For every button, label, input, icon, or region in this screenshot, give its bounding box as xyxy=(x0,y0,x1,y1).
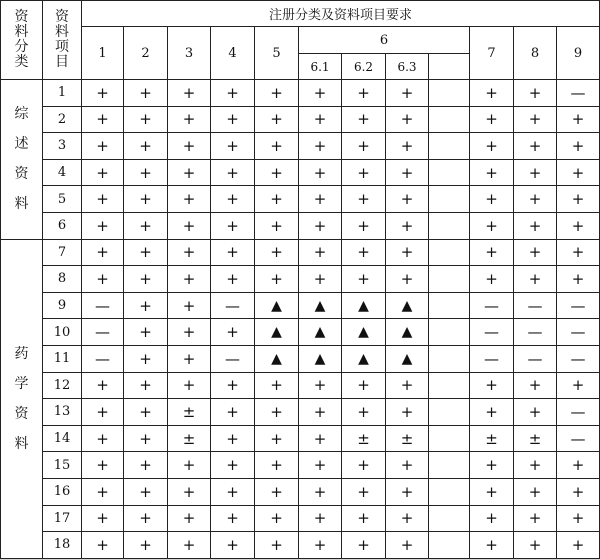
requirement-cell: + xyxy=(386,80,429,107)
category-header xyxy=(1,1,43,80)
table-row xyxy=(1,345,600,372)
group-pharma-label xyxy=(1,239,43,558)
requirement-cell: + xyxy=(211,106,255,133)
requirement-cell: + xyxy=(342,505,386,532)
requirement-cell xyxy=(429,319,470,346)
requirement-cell: + xyxy=(255,212,299,239)
row-number: 14 xyxy=(43,425,82,452)
requirement-cell: — xyxy=(211,292,255,319)
requirement-cell: + xyxy=(299,159,342,186)
requirement-cell: + xyxy=(124,266,168,293)
requirement-cell xyxy=(429,80,470,107)
group-label-text: 综 述 资 料 xyxy=(14,106,29,213)
requirement-cell: + xyxy=(470,186,514,213)
requirement-cell: — xyxy=(557,345,600,372)
requirement-cell: + xyxy=(124,319,168,346)
requirement-cell: + xyxy=(557,239,600,266)
requirement-cell xyxy=(429,372,470,399)
col-head-9: 9 xyxy=(557,27,600,80)
requirement-cell: + xyxy=(211,425,255,452)
requirement-cell: + xyxy=(124,80,168,107)
requirement-cell: ▲ xyxy=(255,319,299,346)
col-head-2: 2 xyxy=(124,27,168,80)
requirement-cell: + xyxy=(124,212,168,239)
requirement-cell: + xyxy=(211,133,255,160)
requirement-cell xyxy=(429,266,470,293)
requirement-cell: + xyxy=(470,80,514,107)
requirement-cell: + xyxy=(168,505,211,532)
requirement-cell xyxy=(429,186,470,213)
table-row xyxy=(1,159,600,186)
requirement-cell xyxy=(429,292,470,319)
requirement-cell: + xyxy=(299,106,342,133)
requirement-cell xyxy=(429,133,470,160)
requirement-cell: ▲ xyxy=(299,319,342,346)
table-row xyxy=(1,106,600,133)
requirement-cell: + xyxy=(342,372,386,399)
group-summary-label xyxy=(1,80,43,240)
requirement-cell: + xyxy=(386,186,429,213)
requirement-cell: — xyxy=(211,345,255,372)
row-number: 4 xyxy=(43,159,82,186)
requirement-cell: + xyxy=(124,159,168,186)
requirement-cell: + xyxy=(342,532,386,559)
requirement-cell: + xyxy=(211,478,255,505)
requirement-cell: + xyxy=(82,212,124,239)
row-number: 17 xyxy=(43,505,82,532)
requirement-cell: + xyxy=(470,106,514,133)
requirement-cell: + xyxy=(82,133,124,160)
requirement-cell xyxy=(429,399,470,426)
requirement-cell: ± xyxy=(386,425,429,452)
requirement-cell: ± xyxy=(168,399,211,426)
requirement-cell: + xyxy=(386,133,429,160)
requirement-cell xyxy=(429,425,470,452)
requirement-cell: + xyxy=(211,372,255,399)
requirement-cell xyxy=(429,505,470,532)
row-number: 9 xyxy=(43,292,82,319)
requirement-cell: + xyxy=(557,133,600,160)
table-row xyxy=(1,372,600,399)
requirement-cell: + xyxy=(514,532,557,559)
requirement-cell: + xyxy=(342,133,386,160)
requirement-cell: + xyxy=(168,319,211,346)
item-header-text: 资 料 项 目 xyxy=(55,9,69,70)
header-row-1 xyxy=(1,1,600,27)
requirement-cell: + xyxy=(386,505,429,532)
requirement-cell: + xyxy=(386,266,429,293)
requirement-cell: + xyxy=(211,319,255,346)
requirement-cell: + xyxy=(82,399,124,426)
requirement-cell: + xyxy=(82,478,124,505)
requirement-cell: + xyxy=(211,452,255,479)
row-number: 18 xyxy=(43,532,82,559)
requirement-cell xyxy=(429,345,470,372)
requirement-cell: + xyxy=(255,239,299,266)
table-row xyxy=(1,212,600,239)
requirement-cell: + xyxy=(470,532,514,559)
requirement-cell: + xyxy=(82,80,124,107)
requirement-cell: + xyxy=(82,159,124,186)
table-body xyxy=(1,1,600,559)
requirement-cell: + xyxy=(124,292,168,319)
requirement-cell: + xyxy=(168,345,211,372)
requirement-cell xyxy=(429,478,470,505)
requirement-cell: + xyxy=(299,212,342,239)
requirement-cell: + xyxy=(255,133,299,160)
requirement-cell: + xyxy=(470,399,514,426)
sub-col-6-2: 6.2 xyxy=(342,54,386,80)
row-number: 12 xyxy=(43,372,82,399)
requirement-cell: + xyxy=(168,452,211,479)
requirement-cell: + xyxy=(299,133,342,160)
table-row xyxy=(1,505,600,532)
table-row xyxy=(1,80,600,107)
requirement-cell: — xyxy=(514,319,557,346)
table-row xyxy=(1,239,600,266)
requirement-cell xyxy=(429,452,470,479)
row-number: 7 xyxy=(43,239,82,266)
row-number: 1 xyxy=(43,80,82,107)
requirement-cell: + xyxy=(386,399,429,426)
requirement-cell: + xyxy=(168,532,211,559)
requirement-cell: + xyxy=(299,372,342,399)
requirement-cell: + xyxy=(470,239,514,266)
requirement-cell: ▲ xyxy=(342,292,386,319)
requirement-cell: + xyxy=(211,159,255,186)
requirement-cell: + xyxy=(211,212,255,239)
requirement-cell: + xyxy=(168,372,211,399)
requirement-cell: + xyxy=(342,478,386,505)
requirement-cell: + xyxy=(124,133,168,160)
requirement-cell: — xyxy=(82,319,124,346)
requirement-cell: ▲ xyxy=(299,345,342,372)
requirement-cell: ▲ xyxy=(386,292,429,319)
requirement-cell: + xyxy=(168,106,211,133)
requirement-cell: + xyxy=(557,266,600,293)
requirement-cell: — xyxy=(557,80,600,107)
requirement-cell: ▲ xyxy=(255,292,299,319)
requirement-cell: + xyxy=(514,159,557,186)
requirement-cell: + xyxy=(514,239,557,266)
requirement-cell: + xyxy=(386,452,429,479)
requirement-cell: + xyxy=(299,239,342,266)
col-head-5: 5 xyxy=(255,27,299,80)
table-row xyxy=(1,532,600,559)
col-head-1: 1 xyxy=(82,27,124,80)
requirement-cell: + xyxy=(342,212,386,239)
requirement-cell: — xyxy=(557,319,600,346)
requirement-cell: ▲ xyxy=(386,345,429,372)
requirement-cell: + xyxy=(124,106,168,133)
requirement-cell: + xyxy=(124,399,168,426)
requirement-cell: + xyxy=(342,159,386,186)
requirement-cell: + xyxy=(168,159,211,186)
requirement-cell: + xyxy=(255,372,299,399)
requirement-cell: + xyxy=(514,266,557,293)
row-number: 5 xyxy=(43,186,82,213)
requirement-cell: + xyxy=(168,186,211,213)
requirement-cell: + xyxy=(299,532,342,559)
requirement-cell: ± xyxy=(342,425,386,452)
requirement-cell: — xyxy=(557,425,600,452)
requirement-cell: — xyxy=(82,345,124,372)
requirement-cell: + xyxy=(514,212,557,239)
requirement-cell: + xyxy=(557,478,600,505)
requirement-cell: + xyxy=(168,212,211,239)
table-row xyxy=(1,478,600,505)
requirement-cell: + xyxy=(255,159,299,186)
requirement-cell: + xyxy=(514,505,557,532)
requirement-cell: + xyxy=(82,532,124,559)
requirement-cell: + xyxy=(82,106,124,133)
requirement-cell: + xyxy=(124,345,168,372)
requirement-cell: ± xyxy=(514,425,557,452)
requirement-cell xyxy=(429,212,470,239)
row-number: 10 xyxy=(43,319,82,346)
requirement-cell: + xyxy=(124,425,168,452)
requirement-cell: + xyxy=(299,478,342,505)
row-number: 2 xyxy=(43,106,82,133)
requirement-cell: + xyxy=(82,452,124,479)
requirement-cell: + xyxy=(514,452,557,479)
requirement-cell: + xyxy=(124,186,168,213)
row-number: 3 xyxy=(43,133,82,160)
col-head-4: 4 xyxy=(211,27,255,80)
requirement-cell: + xyxy=(124,532,168,559)
requirement-cell: — xyxy=(514,292,557,319)
requirement-cell: + xyxy=(168,239,211,266)
requirement-cell: + xyxy=(470,478,514,505)
requirement-cell: + xyxy=(386,372,429,399)
requirement-cell: + xyxy=(168,266,211,293)
requirement-cell: + xyxy=(82,372,124,399)
requirement-cell: + xyxy=(82,239,124,266)
requirement-cell: + xyxy=(82,266,124,293)
table-row xyxy=(1,266,600,293)
sub-col-6-3: 6.3 xyxy=(386,54,429,80)
requirement-cell: + xyxy=(299,505,342,532)
requirement-cell: + xyxy=(514,133,557,160)
sub-col-6-1: 6.1 xyxy=(299,54,342,80)
requirement-cell: + xyxy=(299,452,342,479)
requirement-cell: + xyxy=(211,80,255,107)
requirement-cell: — xyxy=(470,345,514,372)
requirement-cell: ▲ xyxy=(342,319,386,346)
requirement-cell: ▲ xyxy=(342,345,386,372)
requirement-cell: + xyxy=(470,212,514,239)
group-label-text: 药 学 资 料 xyxy=(14,345,29,452)
requirement-cell: + xyxy=(211,266,255,293)
requirement-cell: + xyxy=(255,399,299,426)
table-row xyxy=(1,186,600,213)
requirement-cell: + xyxy=(211,505,255,532)
requirement-cell: + xyxy=(514,399,557,426)
table-row xyxy=(1,133,600,160)
requirement-cell: + xyxy=(342,80,386,107)
requirement-cell: ▲ xyxy=(255,345,299,372)
requirement-cell: + xyxy=(470,159,514,186)
requirement-cell: + xyxy=(342,106,386,133)
requirement-cell xyxy=(429,159,470,186)
requirement-cell: + xyxy=(168,133,211,160)
requirement-cell: — xyxy=(82,292,124,319)
requirement-cell: + xyxy=(557,372,600,399)
requirement-cell: + xyxy=(255,532,299,559)
requirement-cell: + xyxy=(514,80,557,107)
requirement-cell: + xyxy=(470,133,514,160)
row-number: 15 xyxy=(43,452,82,479)
requirement-cell: + xyxy=(211,532,255,559)
requirement-cell: + xyxy=(514,372,557,399)
requirement-cell: + xyxy=(255,186,299,213)
requirement-cell: + xyxy=(386,159,429,186)
requirement-cell: — xyxy=(514,345,557,372)
requirement-cell: + xyxy=(299,399,342,426)
requirement-cell: + xyxy=(168,80,211,107)
table-row xyxy=(1,452,600,479)
sub-col-6-blank xyxy=(429,54,470,80)
header-row-2 xyxy=(1,27,600,54)
requirement-cell: + xyxy=(557,106,600,133)
table-row xyxy=(1,399,600,426)
requirement-cell: + xyxy=(470,372,514,399)
requirement-cell: + xyxy=(514,478,557,505)
requirement-cell: + xyxy=(255,478,299,505)
requirement-cell: + xyxy=(124,239,168,266)
requirement-cell xyxy=(429,239,470,266)
requirement-cell: + xyxy=(470,505,514,532)
requirement-cell: + xyxy=(255,80,299,107)
requirement-cell: + xyxy=(557,186,600,213)
requirement-cell: + xyxy=(557,532,600,559)
requirement-cell: + xyxy=(342,239,386,266)
requirement-cell: ± xyxy=(168,425,211,452)
requirement-cell: + xyxy=(255,425,299,452)
requirement-cell: + xyxy=(82,505,124,532)
requirement-cell xyxy=(429,106,470,133)
col-head-8: 8 xyxy=(514,27,557,80)
col-head-3: 3 xyxy=(168,27,211,80)
row-number: 16 xyxy=(43,478,82,505)
requirement-cell: — xyxy=(470,292,514,319)
table-title: 注册分类及资料项目要求 xyxy=(82,1,600,27)
requirement-cell: + xyxy=(557,452,600,479)
requirement-cell xyxy=(429,532,470,559)
table-row xyxy=(1,319,600,346)
requirement-cell: — xyxy=(470,319,514,346)
requirement-cell: + xyxy=(470,266,514,293)
requirement-cell: + xyxy=(211,399,255,426)
requirement-cell: + xyxy=(342,266,386,293)
requirement-cell: + xyxy=(255,505,299,532)
requirement-cell: + xyxy=(557,159,600,186)
requirement-cell: + xyxy=(299,186,342,213)
col-head-7: 7 xyxy=(470,27,514,80)
requirement-cell: + xyxy=(386,212,429,239)
requirement-cell: + xyxy=(557,505,600,532)
requirement-cell: + xyxy=(342,399,386,426)
category-header-text: 资 料 分 类 xyxy=(14,9,29,70)
table-row xyxy=(1,425,600,452)
requirement-cell: ▲ xyxy=(386,319,429,346)
requirement-cell: + xyxy=(255,106,299,133)
requirement-cell: + xyxy=(386,532,429,559)
requirement-cell: + xyxy=(386,478,429,505)
requirement-cell: ▲ xyxy=(299,292,342,319)
requirement-cell: + xyxy=(82,425,124,452)
requirement-cell: + xyxy=(470,452,514,479)
requirement-cell: + xyxy=(386,239,429,266)
requirement-cell: + xyxy=(299,425,342,452)
requirement-cell: — xyxy=(557,292,600,319)
row-number: 13 xyxy=(43,399,82,426)
requirement-cell: + xyxy=(168,478,211,505)
requirement-cell: + xyxy=(211,186,255,213)
table-row xyxy=(1,292,600,319)
requirement-cell: — xyxy=(557,399,600,426)
requirement-cell: + xyxy=(299,266,342,293)
requirement-cell: + xyxy=(82,186,124,213)
requirement-cell: + xyxy=(386,106,429,133)
requirement-cell: + xyxy=(124,505,168,532)
requirement-cell: + xyxy=(124,478,168,505)
requirement-cell: + xyxy=(124,452,168,479)
col-head-6: 6 xyxy=(299,27,470,54)
requirement-cell: + xyxy=(342,186,386,213)
requirement-cell: + xyxy=(255,452,299,479)
requirement-cell: + xyxy=(557,212,600,239)
requirement-cell: + xyxy=(514,106,557,133)
requirement-cell: + xyxy=(342,452,386,479)
item-header xyxy=(43,1,82,80)
requirement-cell: + xyxy=(211,239,255,266)
requirement-cell: + xyxy=(255,266,299,293)
requirement-cell: + xyxy=(299,80,342,107)
requirement-cell: + xyxy=(124,372,168,399)
row-number: 6 xyxy=(43,212,82,239)
row-number: 8 xyxy=(43,266,82,293)
requirement-cell: + xyxy=(168,292,211,319)
requirement-cell: ± xyxy=(470,425,514,452)
row-number: 11 xyxy=(43,345,82,372)
requirement-cell: + xyxy=(514,186,557,213)
